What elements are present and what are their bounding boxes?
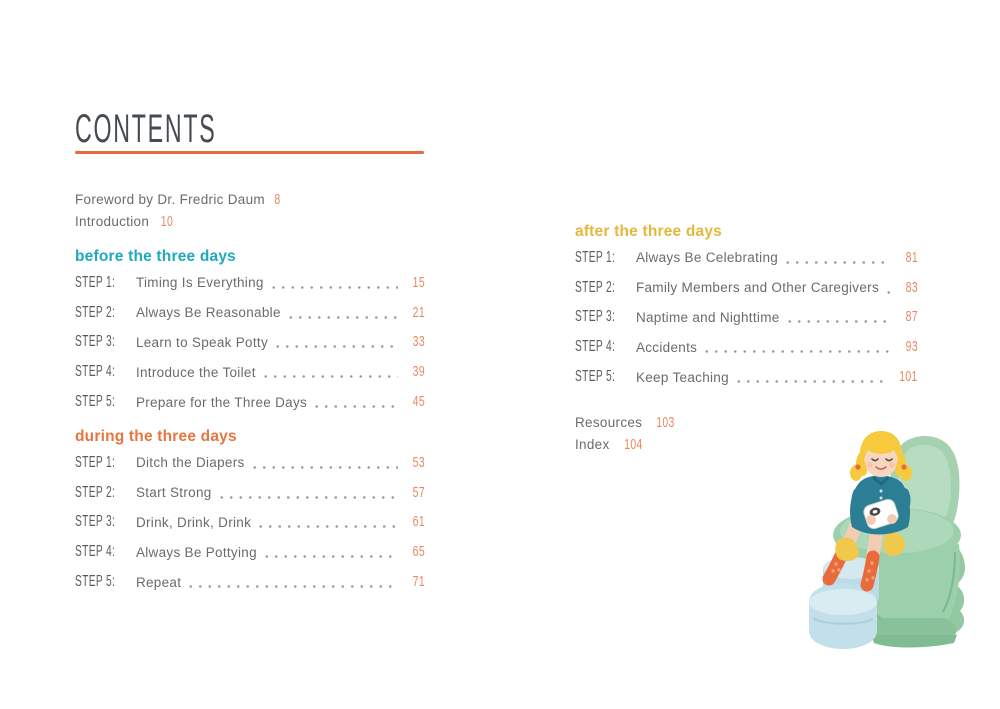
toc-entry	[75, 508, 425, 538]
page-number: 15	[412, 274, 425, 291]
entry-title: Always Be Reasonable	[135, 305, 281, 321]
step-label: STEP 3:	[575, 308, 616, 326]
toc-entry	[75, 298, 425, 328]
page-number: 65	[412, 544, 425, 561]
page-title: CONTENTS	[75, 107, 217, 151]
toc-entry	[75, 268, 425, 298]
page-number: 83	[905, 279, 918, 296]
frontmatter	[75, 192, 425, 236]
toc-entry	[75, 478, 425, 508]
toc-entry	[575, 243, 918, 273]
section-after-list	[575, 243, 918, 392]
page-number: 87	[905, 309, 918, 326]
frontmatter-row	[75, 214, 425, 236]
page-number: 57	[412, 484, 425, 501]
step-label: STEP 5:	[75, 573, 116, 591]
page-number: 61	[412, 514, 425, 531]
dot-leader	[261, 357, 398, 387]
step-label: STEP 2:	[75, 483, 116, 501]
backmatter-label: Resources	[575, 414, 643, 430]
page-number: 33	[412, 334, 425, 351]
section-heading-after: after the three days	[575, 223, 722, 240]
entry-title: Drink, Drink, Drink	[135, 514, 252, 530]
entry-title: Repeat	[135, 574, 182, 590]
entry-title: Naptime and Nighttime	[635, 309, 780, 325]
step-label: STEP 1:	[75, 273, 116, 291]
dot-leader	[250, 448, 398, 478]
page-number: 8	[274, 192, 281, 208]
page-number: 101	[899, 369, 918, 386]
entry-title: Prepare for the Three Days	[135, 394, 308, 410]
frontmatter-label: Introduction	[75, 214, 150, 229]
toc-entry	[575, 303, 918, 333]
step-label: STEP 4:	[75, 363, 116, 381]
toc-entry	[75, 448, 425, 478]
entry-title: Start Strong	[135, 485, 212, 501]
section-during-list	[75, 448, 425, 597]
toc-entry	[575, 362, 918, 392]
entry-title: Always Be Pottying	[135, 544, 257, 560]
toc-entry	[75, 328, 425, 358]
step-label: STEP 5:	[75, 393, 116, 411]
dot-leader	[273, 328, 398, 358]
entry-title: Ditch the Diapers	[135, 455, 245, 471]
entry-title: Keep Teaching	[635, 369, 729, 385]
toc-entry	[575, 332, 918, 362]
step-label: STEP 2:	[75, 303, 116, 321]
toc-entry	[75, 357, 425, 387]
page-number: 53	[412, 454, 425, 471]
page-number: 103	[656, 414, 675, 431]
entry-title: Timing Is Everything	[135, 275, 264, 291]
dot-leader	[217, 478, 398, 508]
page-number: 104	[623, 436, 643, 453]
entry-title: Family Members and Other Caregivers	[635, 280, 880, 296]
section-heading-during: during the three days	[75, 427, 237, 445]
step-label: STEP 3:	[75, 333, 116, 351]
frontmatter-row	[75, 192, 425, 214]
step-label: STEP 1:	[575, 248, 616, 266]
page-number: 71	[412, 574, 425, 591]
dot-leader	[262, 537, 398, 567]
toc-entry	[75, 537, 425, 567]
dot-leader	[186, 567, 398, 597]
dot-leader	[785, 303, 891, 333]
backmatter-label: Index	[575, 436, 610, 452]
dot-leader	[269, 268, 398, 298]
dot-leader	[884, 273, 891, 303]
title-underline	[75, 151, 424, 154]
dot-leader	[286, 298, 398, 328]
dot-leader	[734, 362, 889, 392]
page-number: 45	[412, 394, 425, 411]
page-number: 10	[160, 214, 174, 230]
page-number: 81	[905, 249, 918, 266]
dot-leader	[312, 387, 398, 417]
step-label: STEP 2:	[575, 278, 616, 296]
entry-title: Introduce the Toilet	[135, 364, 256, 380]
dot-leader	[783, 243, 891, 273]
entry-title: Learn to Speak Potty	[135, 334, 269, 350]
toc-entry	[75, 567, 425, 597]
step-label: STEP 4:	[575, 338, 616, 356]
entry-title: Always Be Celebrating	[635, 250, 779, 266]
toc-entry	[75, 387, 425, 417]
dot-leader	[702, 332, 891, 362]
page-number: 93	[905, 339, 918, 356]
left-column	[75, 107, 425, 597]
dot-leader	[256, 508, 398, 538]
toc-entry	[575, 273, 918, 303]
child-on-potty-illustration	[795, 422, 987, 657]
page-number: 39	[412, 364, 425, 381]
page-number: 21	[412, 304, 425, 321]
section-before-list	[75, 268, 425, 417]
frontmatter-label: Foreword by Dr. Fredric Daum	[75, 192, 265, 207]
step-label: STEP 1:	[75, 453, 116, 471]
step-label: STEP 3:	[75, 513, 116, 531]
step-label: STEP 5:	[575, 368, 616, 386]
entry-title: Accidents	[635, 339, 698, 355]
step-label: STEP 4:	[75, 543, 116, 561]
section-heading-before: before the three days	[75, 248, 236, 265]
